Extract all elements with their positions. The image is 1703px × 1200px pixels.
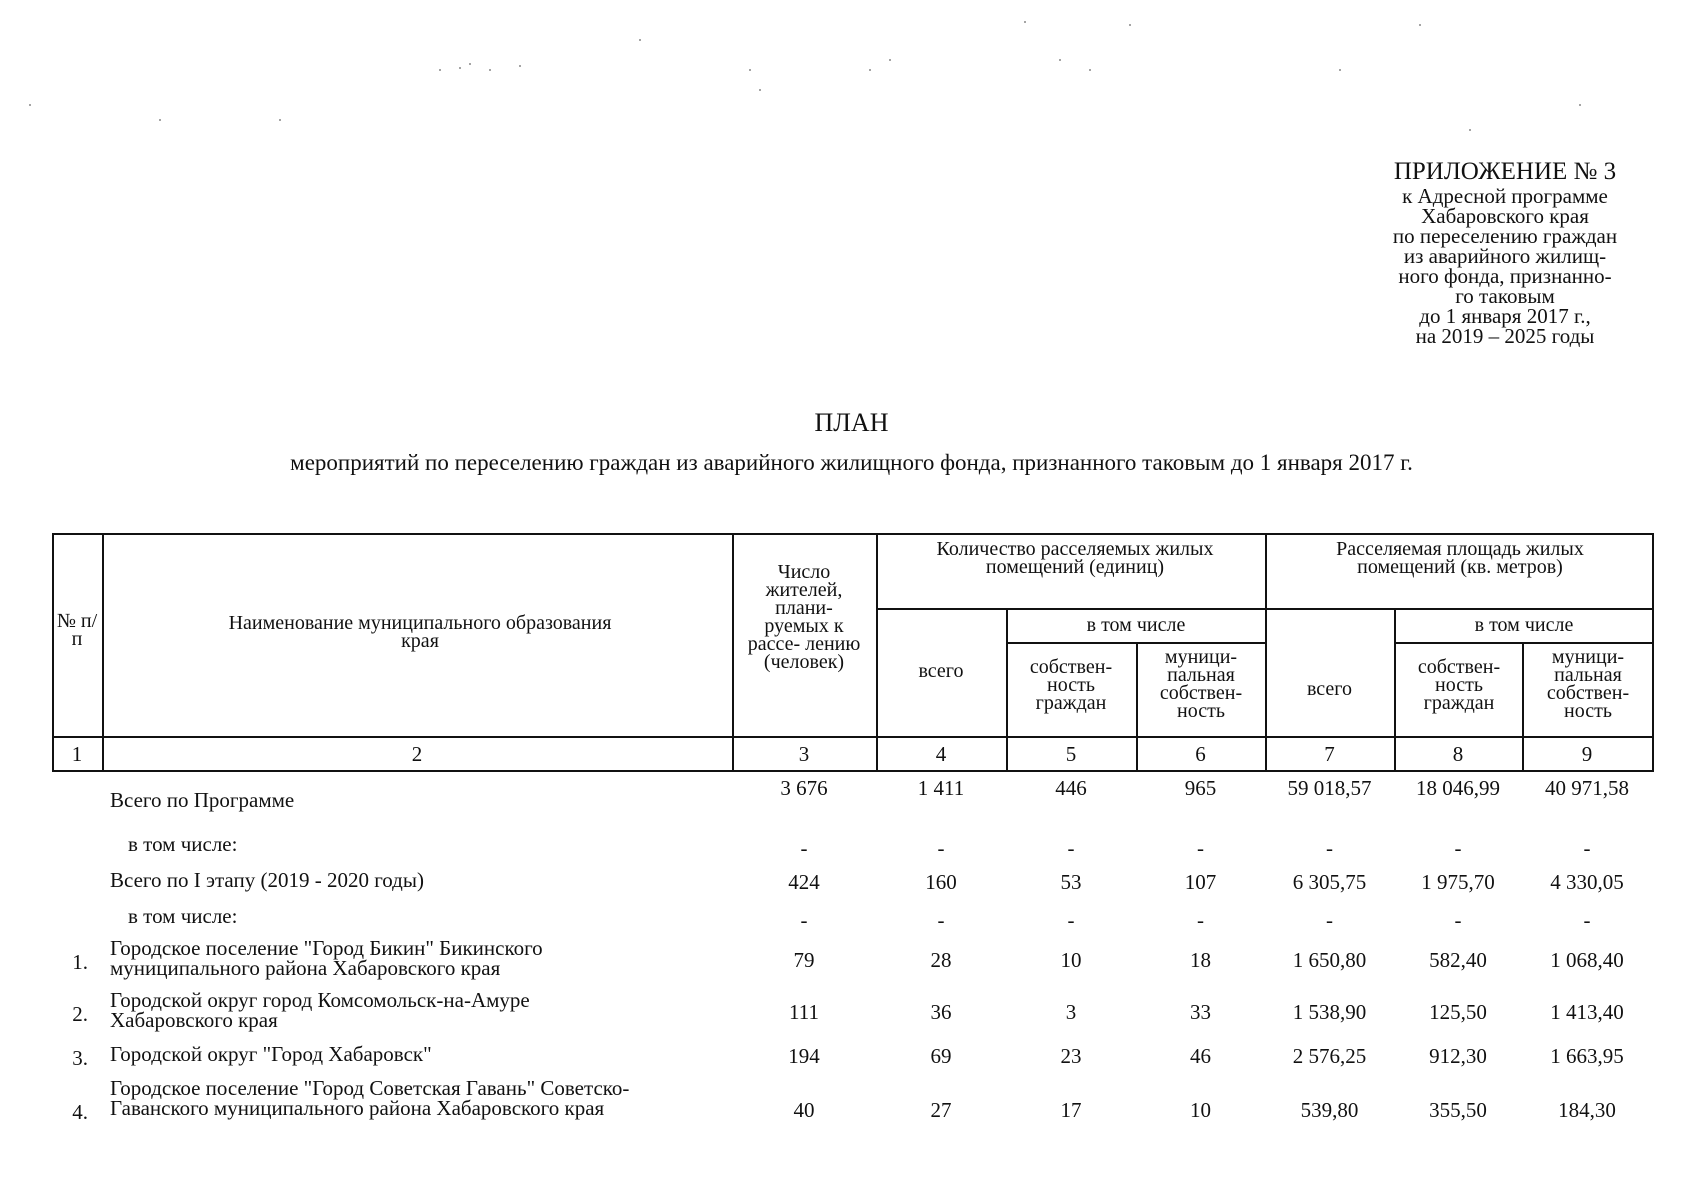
column-number: 6 [1195,742,1206,766]
table-cell: 59 018,57 [1287,776,1372,800]
row-label: в том числе: [128,904,238,928]
table-border [52,736,1654,738]
table-cell: 107 [1184,870,1217,894]
row-label: Всего по Программе [110,788,295,812]
table-cell: 582,40 [1429,948,1487,972]
header-area-citizens: собствен- ность граждан [1417,656,1501,714]
table-cell: 1 650,80 [1292,948,1367,972]
table-cell: - [1454,908,1462,932]
table-border [52,533,1654,535]
header-rooms-municipal: муници- пальная собствен- ность [1159,646,1243,722]
table-cell: 3 676 [780,776,828,800]
column-number: 4 [935,742,947,766]
table-cell: 10 [1060,948,1082,972]
table-cell: - [1067,908,1075,932]
table-cell: 424 [788,870,820,894]
column-number: 1 [71,742,83,766]
row-number: 2. [72,1002,88,1026]
header-area-including: в том числе [1474,614,1574,636]
table-cell: 10 [1190,1098,1211,1122]
table-cell: 33 [1190,1000,1211,1024]
table-cell: 4 330,05 [1550,870,1624,894]
row-label: Городское поселение "Город Бикин" Бикинского муниципального района Хабаровского края [110,936,543,980]
header-area-group: Расселяемая площадь жилых помещений (кв. метров) [1336,538,1584,578]
header-rooms-citizens: собствен- ность граждан [1029,656,1113,714]
table-border [52,770,1654,772]
table-cell: 17 [1060,1098,1082,1122]
table-cell: 1 068,40 [1550,948,1624,972]
appendix-line: по переселению граждан [1392,224,1618,248]
table-cell: 6 305,75 [1292,870,1367,894]
appendix-title: ПРИЛОЖЕНИЕ № 3 [1393,158,1617,185]
header-rooms-group: Количество расселяемых жилых помещений (единиц) [936,538,1214,578]
header-rooms-including: в том числе [1086,614,1186,636]
table-cell: 46 [1190,1044,1211,1068]
row-label: Городской округ город Комсомольск-на-Амуре Хабаровского края [110,988,530,1032]
table-cell: 40 971,58 [1545,776,1629,800]
table-cell: - [800,836,808,860]
table-cell: 355,50 [1429,1098,1487,1122]
column-number: 3 [798,742,810,766]
appendix-line: к Адресной программе [1402,184,1608,208]
table-border [1394,642,1654,644]
table-cell: - [1197,836,1204,860]
table-cell: - [1454,836,1462,860]
table-border [1006,642,1266,644]
table-cell: 1 538,90 [1292,1000,1367,1024]
header-residents: Число жителей, плани- руемых к рассе- лению (человек) [747,561,861,673]
row-label: Городской округ "Город Хабаровск" [110,1042,432,1066]
row-number: 3. [72,1046,88,1070]
table-cell: 53 [1060,870,1082,894]
appendix-line: из аварийного жилищ- [1403,244,1607,268]
table-cell: 539,80 [1300,1098,1359,1122]
table-cell: 194 [788,1044,820,1068]
table-cell: - [1326,908,1333,932]
row-number: 1. [72,950,88,974]
table-cell: - [1067,836,1075,860]
appendix-line: на 2019 – 2025 годы [1415,324,1595,348]
column-number: 8 [1452,742,1464,766]
plan-subtitle: мероприятий по переселению граждан из аварийного жилищного фонда, признанного таковым до 1 января 2017 г. [290,450,1413,475]
table-cell: - [937,836,945,860]
table-cell: 1 411 [917,776,965,800]
header-no: № п/п [56,610,98,650]
table-cell: 36 [930,1000,952,1024]
table-cell: 28 [930,948,952,972]
table-cell: 69 [930,1044,952,1068]
column-number: 2 [411,742,423,766]
row-number: 4. [72,1100,88,1124]
table-cell: 184,30 [1558,1098,1616,1122]
header-name: Наименование муниципального образования края [228,612,612,652]
plan-title: ПЛАН [814,408,889,437]
table-cell: 18 [1190,948,1211,972]
table-cell: - [1583,836,1591,860]
table-cell: - [937,908,945,932]
table-cell: - [1583,908,1591,932]
column-number: 7 [1324,742,1335,766]
table-cell: 1 413,40 [1550,1000,1624,1024]
header-area-total: всего [1306,678,1353,700]
row-label: Городское поселение "Город Советская Гавань" Советско-Гаванского муниципального района Хабаровского края [110,1076,630,1120]
column-number: 9 [1581,742,1593,766]
header-rooms-total: всего [918,660,964,682]
table-cell: 3 [1065,1000,1077,1024]
table-cell: 965 [1184,776,1217,800]
table-cell: 40 [793,1098,815,1122]
row-label: Всего по I этапу (2019 - 2020 годы) [110,868,424,892]
appendix-line: до 1 января 2017 г., [1419,304,1591,328]
appendix-line: го таковым [1455,284,1555,308]
table-cell: 1 975,70 [1421,870,1495,894]
table-cell: - [800,908,808,932]
appendix-line: ного фонда, признанно- [1398,264,1612,288]
table-cell: - [1326,836,1333,860]
header-area-municipal: муници- пальная собствен- ность [1546,646,1630,722]
table-cell: 160 [925,870,957,894]
row-label: в том числе: [128,832,238,856]
table-cell: 111 [789,1000,819,1024]
table-cell: 27 [930,1098,952,1122]
table-cell: 79 [793,948,815,972]
table-cell: 2 576,25 [1292,1044,1367,1068]
table-cell: 1 663,95 [1550,1044,1624,1068]
appendix-line: Хабаровского края [1421,204,1589,228]
table-cell: 125,50 [1429,1000,1487,1024]
table-cell: 912,30 [1429,1044,1487,1068]
table-cell: - [1197,908,1204,932]
table-cell: 446 [1055,776,1087,800]
table-border [876,608,1654,610]
column-number: 5 [1065,742,1077,766]
table-cell: 18 046,99 [1416,776,1500,800]
table-cell: 23 [1060,1044,1082,1068]
